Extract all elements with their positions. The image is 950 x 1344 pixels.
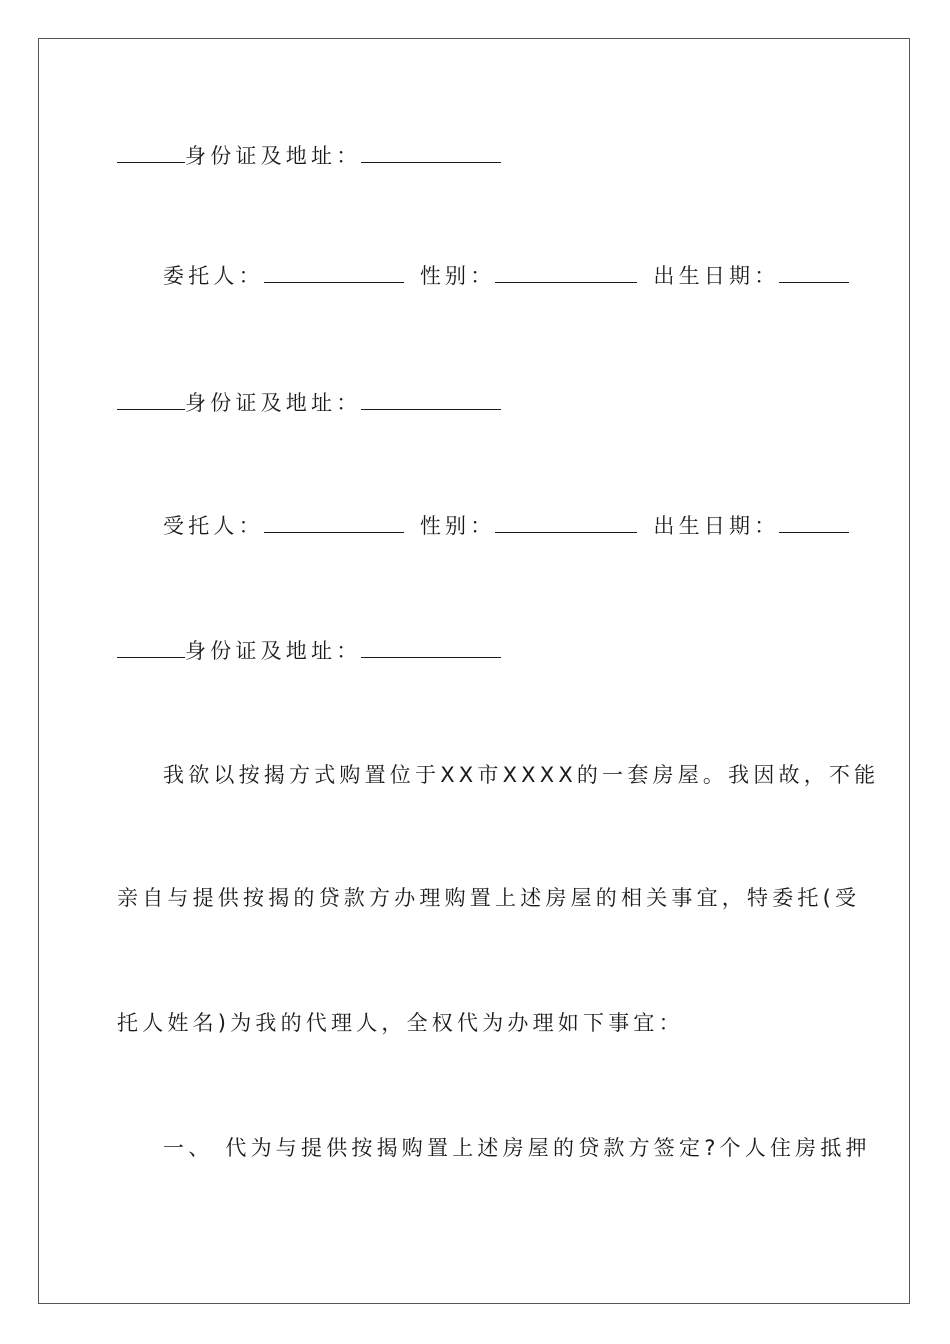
blank-field[interactable] <box>117 387 185 410</box>
id-address-line-2 <box>117 387 837 418</box>
paragraph-line-1: 我欲以按揭方式购置位于XX市XXXX的一套房屋。我因故，不能 <box>163 763 880 787</box>
item-1-number: 一、 <box>163 1136 214 1160</box>
id-address-line-3 <box>117 635 837 666</box>
item-1-line <box>163 1133 883 1163</box>
agent-dob-field[interactable] <box>779 510 849 533</box>
principal-id-address-field[interactable] <box>361 387 501 410</box>
agent-gender-field[interactable] <box>495 510 637 533</box>
gender-label: 性别： <box>419 514 496 538</box>
paragraph-line-3: 托人姓名)为我的代理人，全权代为办理如下事宜： <box>117 1011 684 1035</box>
item-1-text: 代为与提供按揭购置上述房屋的贷款方签定?个人住房抵押 <box>225 1136 871 1160</box>
dob-label: 出生日期： <box>653 514 780 538</box>
gender-label: 性别： <box>419 264 496 288</box>
id-address-field[interactable] <box>361 140 501 163</box>
principal-label: 委托人： <box>163 264 264 288</box>
dob-label: 出生日期： <box>653 264 780 288</box>
principal-dob-field[interactable] <box>779 260 849 283</box>
principal-name-field[interactable] <box>264 260 404 283</box>
principal-gender-field[interactable] <box>495 260 637 283</box>
agent-name-field[interactable] <box>264 510 404 533</box>
page-frame <box>38 38 910 1304</box>
agent-line <box>163 510 883 541</box>
blank-field[interactable] <box>117 635 185 658</box>
principal-line <box>163 260 883 291</box>
agent-id-address-field[interactable] <box>361 635 501 658</box>
paragraph-line-2: 亲自与提供按揭的贷款方办理购置上述房屋的相关事宜，特委托(受 <box>117 886 861 910</box>
id-address-label: 身份证及地址： <box>185 144 362 168</box>
agent-label: 受托人： <box>163 514 264 538</box>
id-address-line-1 <box>117 140 837 171</box>
id-address-label: 身份证及地址： <box>185 391 362 415</box>
blank-field[interactable] <box>117 140 185 163</box>
id-address-label: 身份证及地址： <box>185 639 362 663</box>
